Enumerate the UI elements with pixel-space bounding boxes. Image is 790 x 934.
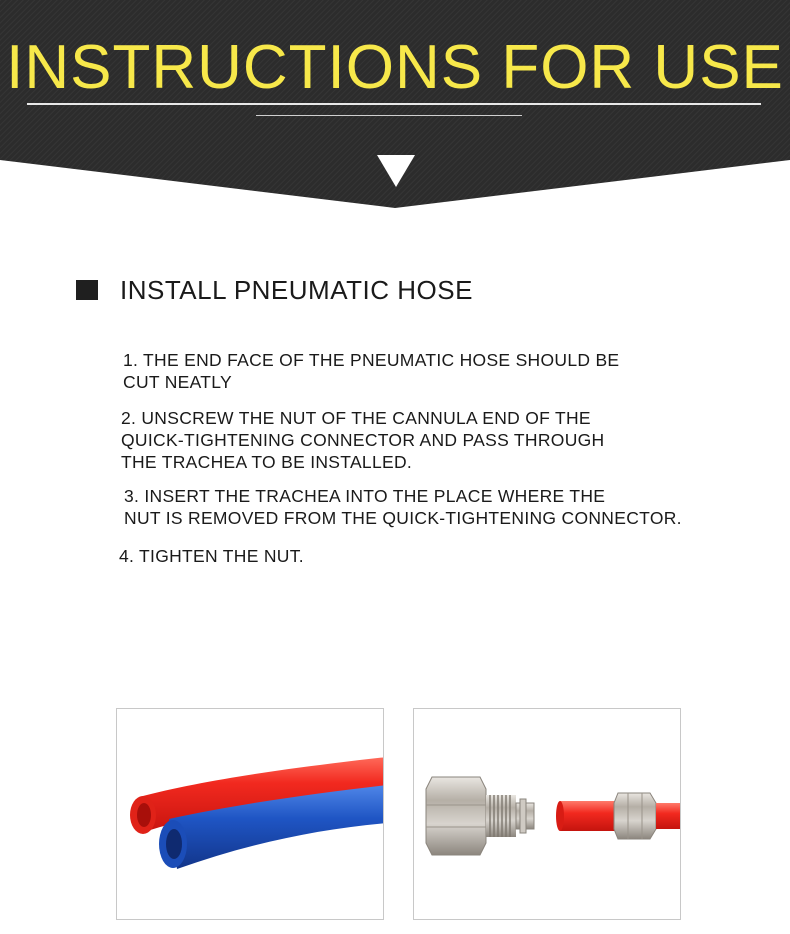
step-3-line-1: 3. INSERT THE TRACHEA INTO THE PLACE WHERE THE: [124, 486, 606, 506]
pneumatic-hoses-image: [117, 709, 383, 919]
quick-connector-image: [414, 709, 680, 919]
step-1-line-2: CUT NEATLY: [123, 372, 232, 392]
hoses-photo: [116, 708, 384, 920]
step-2-line-3: THE TRACHEA TO BE INSTALLED.: [121, 452, 413, 472]
step-1: [123, 349, 619, 393]
step-4-line-1: 4. TIGHTEN THE NUT.: [119, 546, 304, 566]
step-2-line-1: 2. UNSCREW THE NUT OF THE CANNULA END OF THE: [121, 408, 591, 428]
page-title: INSTRUCTIONS FOR USE: [6, 33, 784, 102]
connector-photo: [413, 708, 681, 920]
step-3: [124, 485, 682, 529]
step-1-line-1: 1. THE END FACE OF THE PNEUMATIC HOSE SHOULD BE: [123, 350, 620, 370]
square-bullet-icon: [76, 280, 98, 300]
chevron-down-icon: [377, 155, 415, 187]
step-2-line-2: QUICK-TIGHTENING CONNECTOR AND PASS THROUGH: [121, 430, 605, 450]
section-title: INSTALL PNEUMATIC HOSE: [120, 275, 473, 305]
header-banner: [0, 0, 790, 210]
title-subline: [256, 115, 522, 116]
step-2: [121, 407, 605, 473]
step-3-line-2: NUT IS REMOVED FROM THE QUICK-TIGHTENING CONNECTOR.: [124, 508, 682, 528]
step-4: [119, 545, 304, 567]
title-underline: [27, 103, 761, 105]
